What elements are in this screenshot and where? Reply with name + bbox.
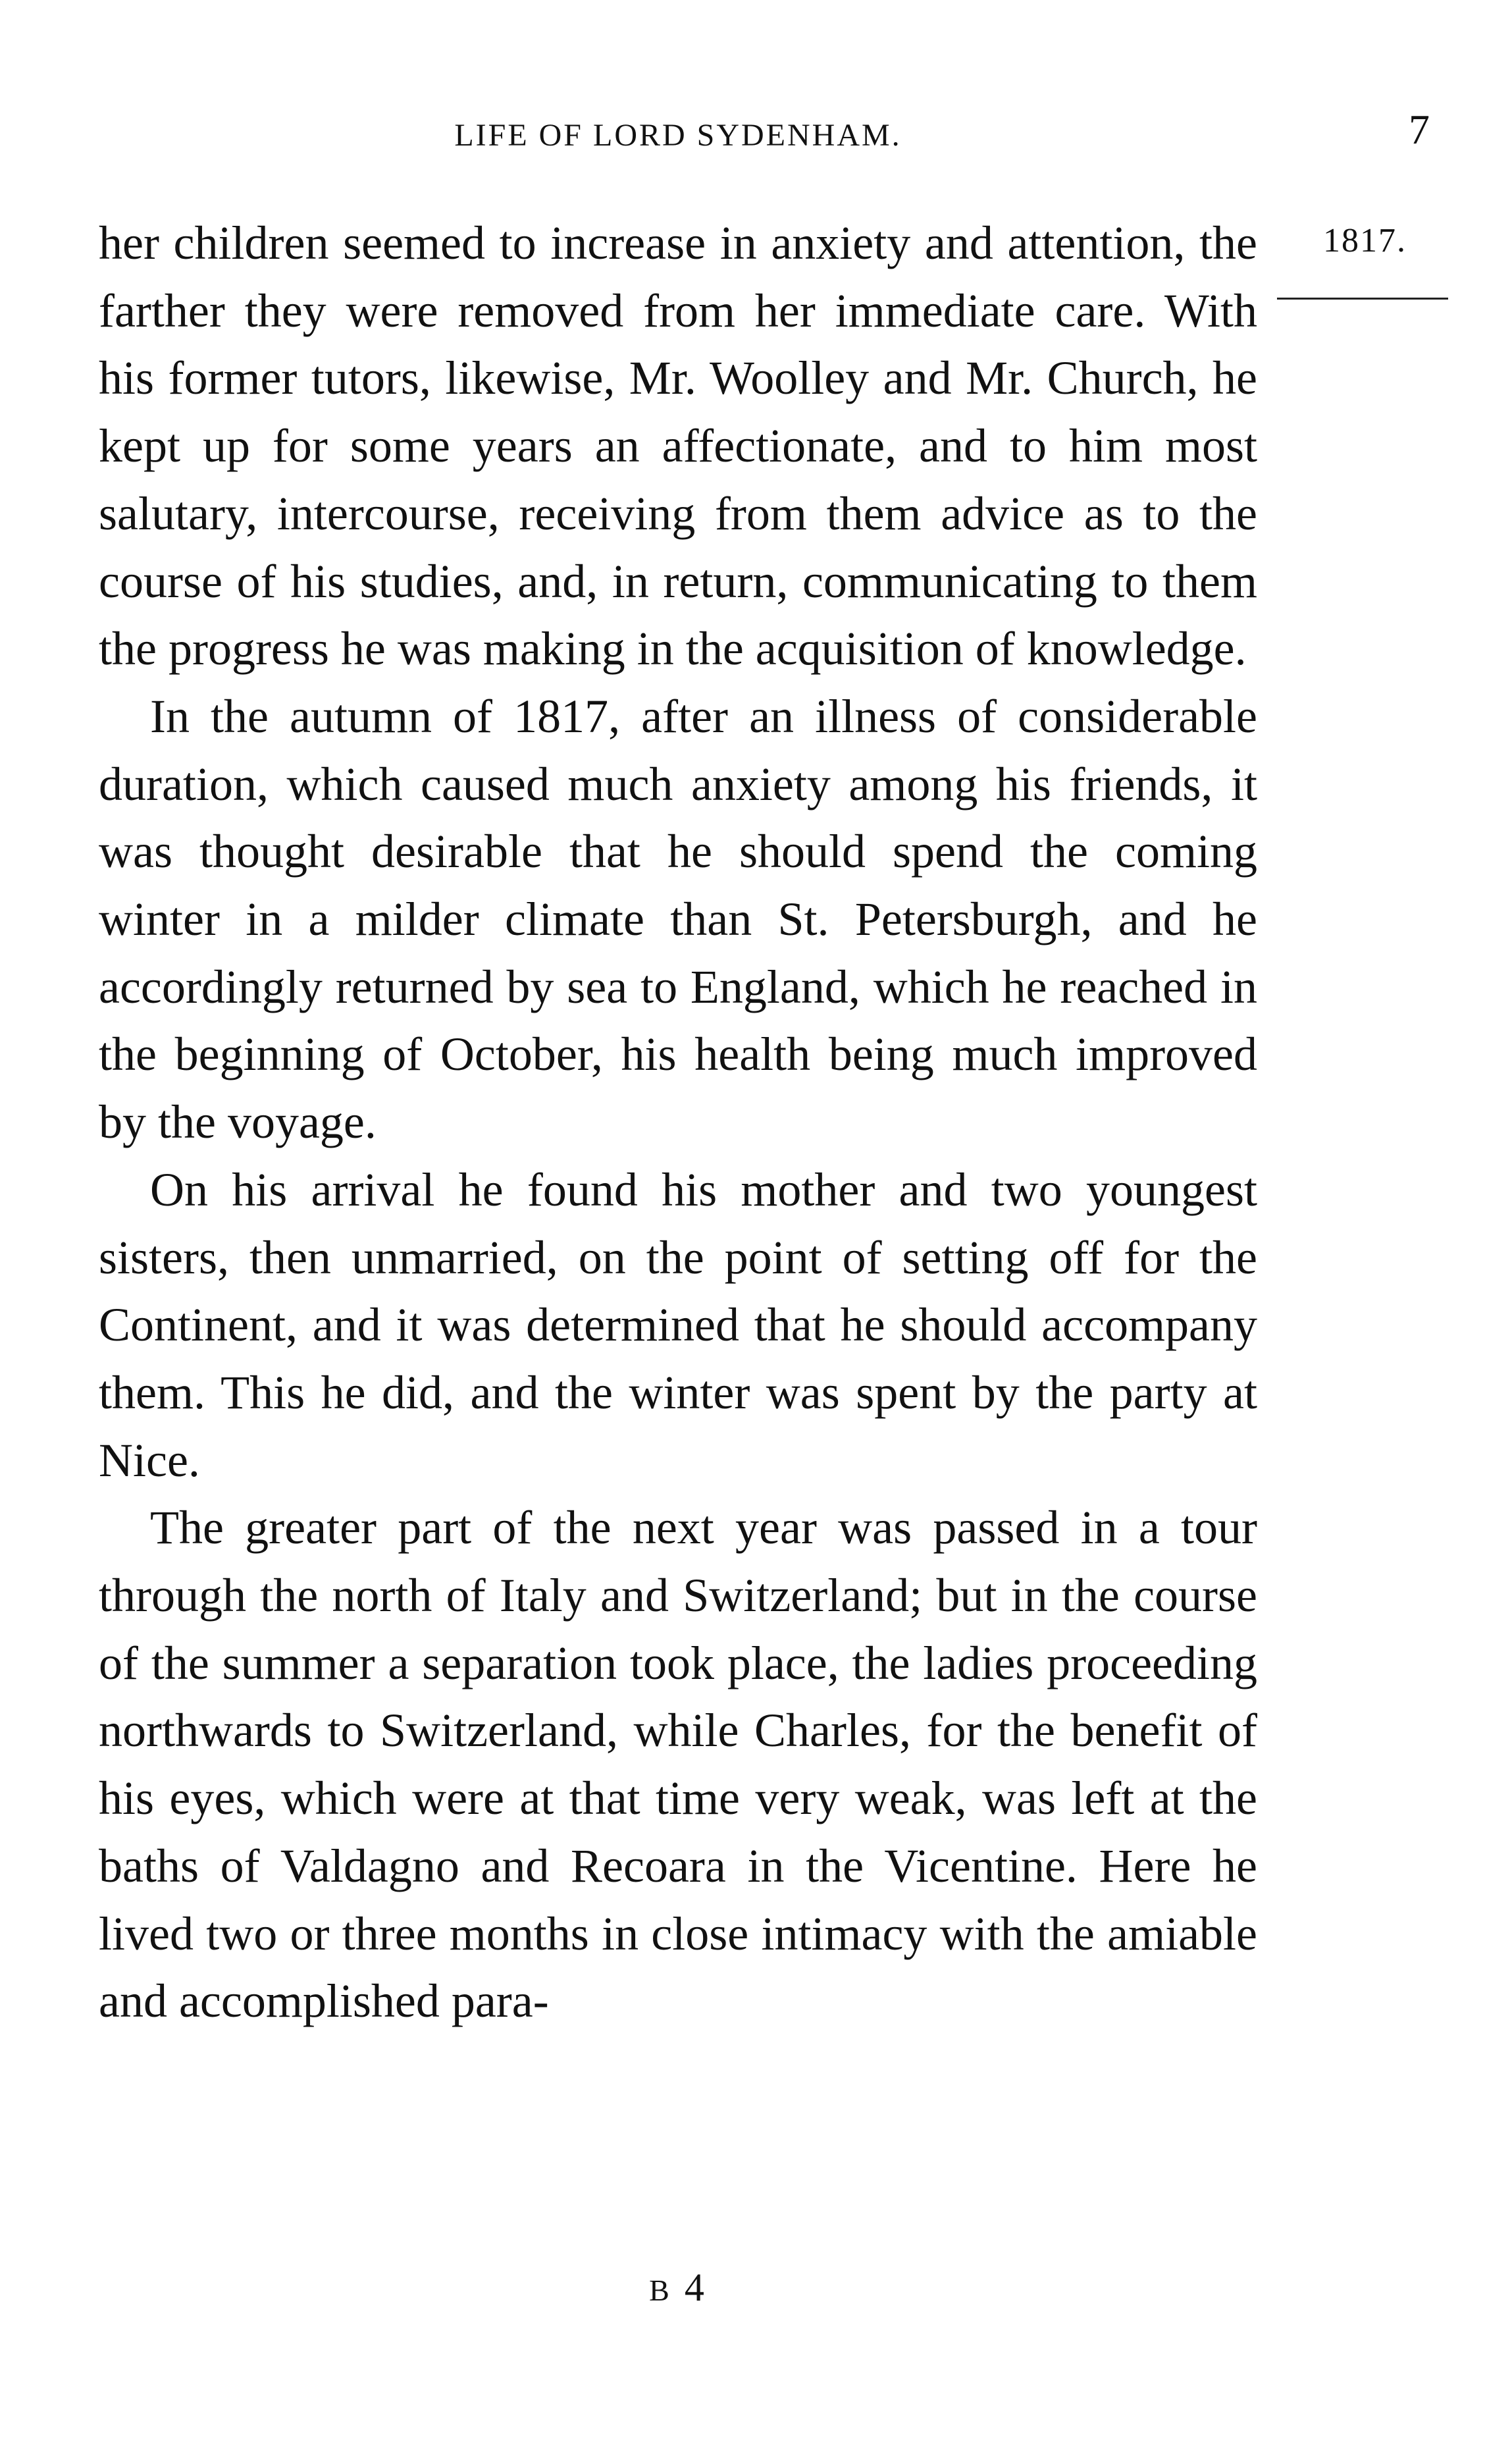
- signature-mark: [99, 2265, 1257, 2310]
- paragraph-3: On his arrival he found his mother and two youngest sisters, then unmarried, on the point of setting off for the Continent, and it was determined that he should accompany them. This he did, and the winter was spent by the party at Nice.: [99, 1163, 1257, 1487]
- signature-letter: B: [649, 2273, 672, 2307]
- margin-year-note: 1817.: [1323, 222, 1407, 259]
- signature-number: 4: [684, 2266, 707, 2309]
- paragraph-1: her children seemed to increase in anxiety and attention, the farther they were removed from her immediate care. With his former tutors, likewise, Mr. Woolley and Mr. Church, he kept up for some years an affectionate, and to him most salutary, intercourse, receiving from them advice as to the course of his studies, and, in return, communicating to them the progress he was making in the acquisition of knowledge.: [99, 217, 1257, 676]
- page-number: 7: [1409, 106, 1430, 153]
- margin-rule: [1277, 298, 1448, 300]
- running-head: LIFE OF LORD SYDENHAM.: [454, 118, 902, 153]
- paragraph-2: In the autumn of 1817, after an illness of considerable duration, which caused much anxiety among his friends, it was thought desirable that he should spend the coming winter in a milder climate than St. Petersburgh, and he accordingly returned by sea to England, which he reached in the beginning of October, his health being much improved by the voyage.: [99, 689, 1257, 1149]
- body-text: [99, 209, 1257, 2035]
- paragraph-4: The greater part of the next year was passed in a tour through the north of Italy and Switzerland; but in the course of the summer a separation took place, the ladies proceeding northwards to Switzerland, while Charles, for the benefit of his eyes, which were at that time very weak, was left at the baths of Valdagno and Recoara in the Vicentine. Here he lived two or three months in close intimacy with the amiable and accomplished para-: [99, 1501, 1257, 2028]
